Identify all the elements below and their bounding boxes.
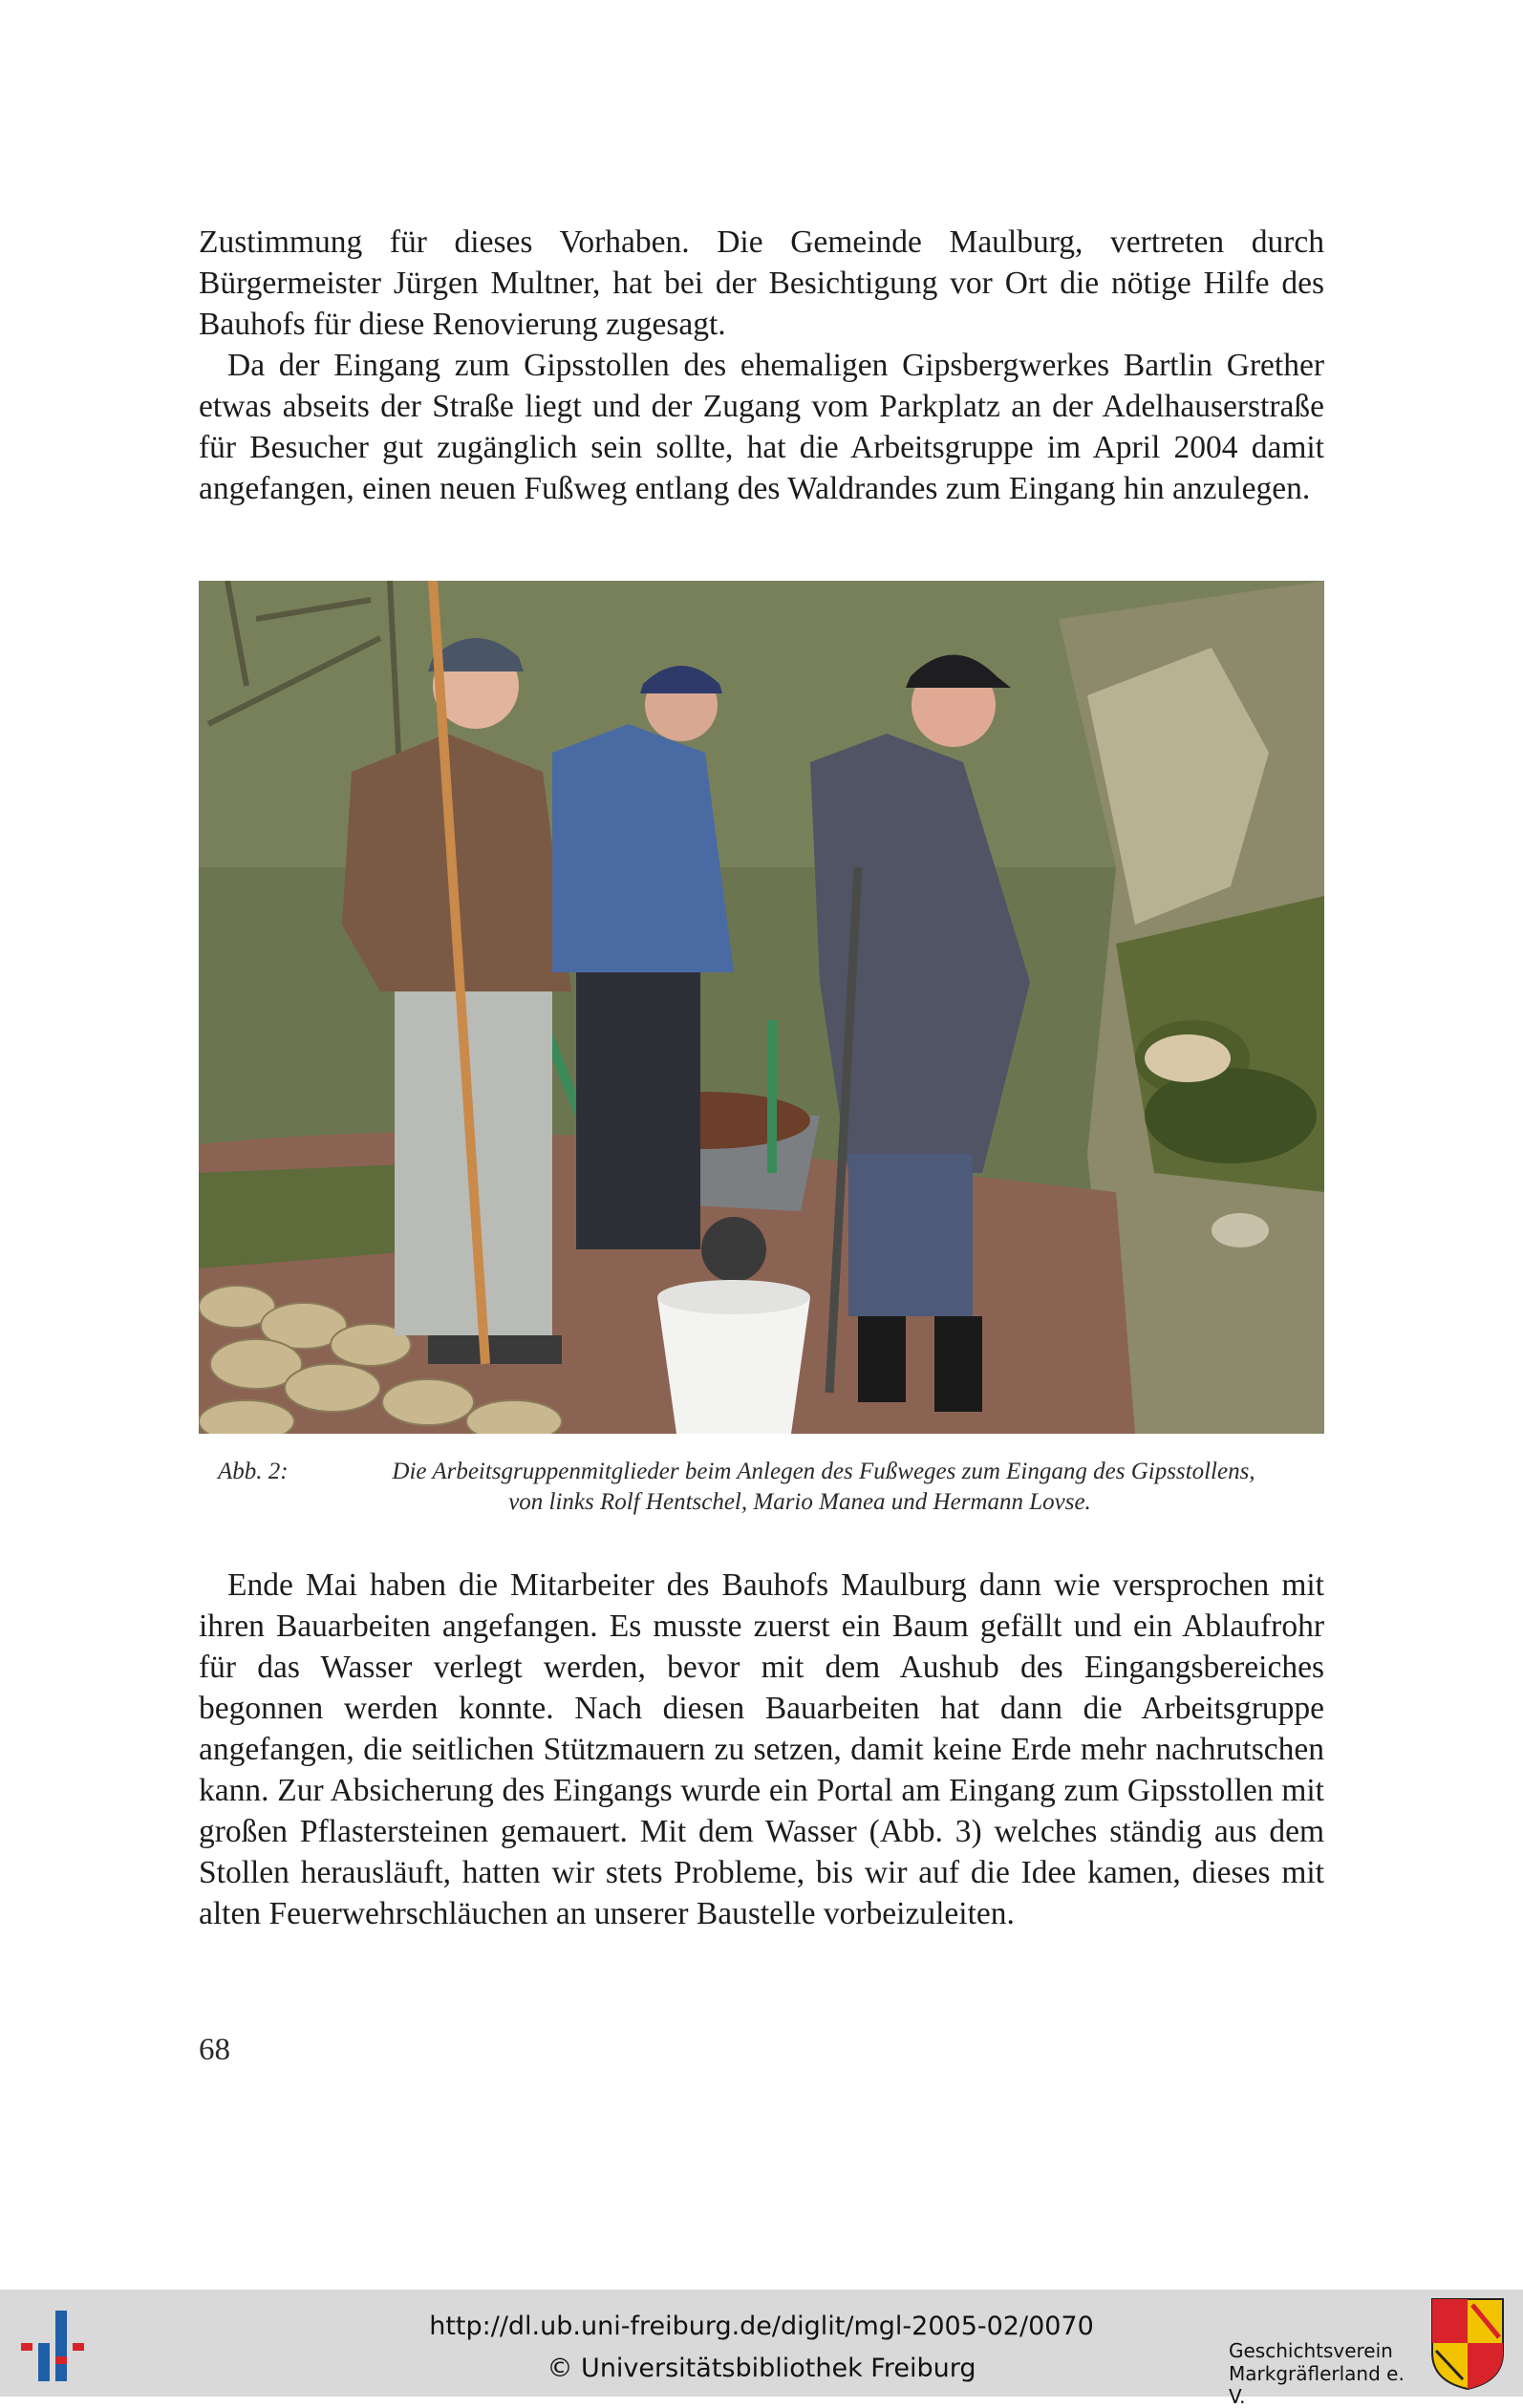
photo-illustration (199, 581, 1324, 1434)
footer-url[interactable]: http://dl.ub.uni-freiburg.de/diglit/mgl-2005-02/0070 (429, 2312, 1094, 2341)
caption-line-1: Die Arbeitsgruppenmitglieder beim Anlegen des Fußweges zum Eingang des Gipsstollens, (392, 1459, 1255, 1484)
body-text-bottom (199, 1565, 1324, 1934)
figure-label: Abb. 2: (218, 1459, 289, 1484)
caption-line-2: von links Rolf Hentschel, Mario Manea und Hermann Lovse. (508, 1489, 1091, 1515)
footer-bar (0, 2290, 1523, 2408)
paragraph: Ende Mai haben die Mitarbeiter des Bauhofs Maulburg dann wie versprochen mit ihren Bauarbeiten angefangen. Es musste zuerst ein Baum gefällt und ein Ablaufrohr für das Wasser verlegt werden, bevor mit dem Aushub des Eingangsbereiches begonnen werden konnte. Nach diesen Bauarbeiten hat dann die Arbeitsgruppe angefangen, die seitlichen Stützmauern zu setzen, damit keine Erde mehr nachrutschen kann. Zur Absicherung des Eingangs wurde ein Portal am Eingang zum Gipsstollen mit großen Pflastersteinen gemauert. Mit dem Wasser (Abb. 3) welches ständig aus dem Stollen herausläuft, hatten wir stets Probleme, bis wir auf die Idee kamen, dieses mit alten Feuerwehrschläuchen an unserer Baustelle vorbeizuleiten. (199, 1567, 1324, 1931)
body-text-top (199, 222, 1324, 509)
figure-caption (199, 1457, 1324, 1518)
figure-photo (199, 581, 1324, 1434)
paragraph: Da der Eingang zum Gipsstollen des ehemaligen Gipsbergwerkes Bartlin Grether etwas abseits der Straße liegt und der Zugang vom Parkplatz an der Adelhauserstraße für Besucher gut zugänglich sein sollte, hat die Arbeitsgruppe im April 2004 damit angefangen, einen neuen Fußweg entlang des Waldrandes zum Eingang hin anzulegen. (199, 348, 1324, 506)
footer-copyright: © Universitätsbibliothek Freiburg (547, 2354, 976, 2383)
coat-of-arms-icon (1428, 2295, 1507, 2391)
society-name: Geschichtsverein Markgräflerland e. V. (1229, 2339, 1405, 2408)
paragraph: Zustimmung für dieses Vorhaben. Die Gemeinde Maulburg, vertreten durch Bürgermeister Jürgen Multner, hat bei der Besichtigung vor Ort die nötige Hilfe des Bauhofs für diese Renovierung zugesagt. (199, 224, 1324, 342)
page-number: 68 (199, 2033, 230, 2067)
